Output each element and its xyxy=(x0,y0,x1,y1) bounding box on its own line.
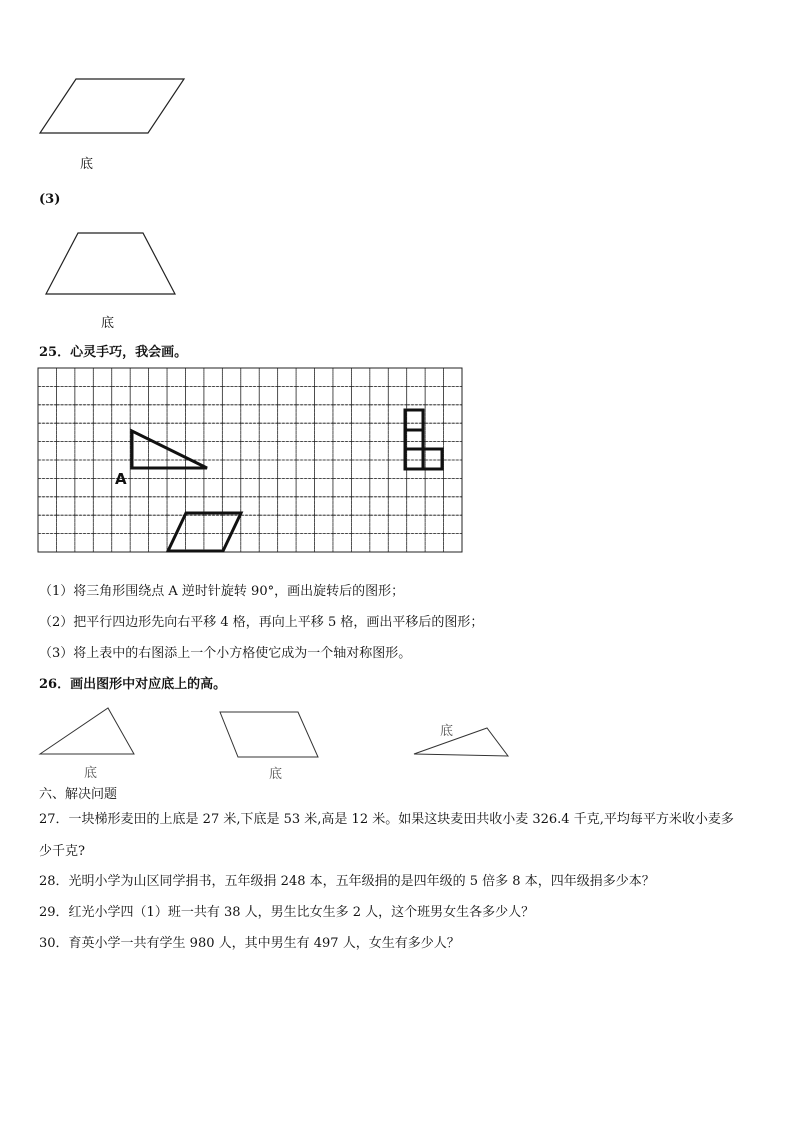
grid-cell xyxy=(444,460,462,478)
grid-cell xyxy=(149,534,167,552)
grid-cell xyxy=(185,534,203,552)
grid-cell xyxy=(444,442,462,460)
grid-cell xyxy=(241,442,259,460)
grid-cell xyxy=(259,478,277,496)
grid-cell xyxy=(370,515,388,533)
grid-cell xyxy=(75,423,93,441)
grid-cell xyxy=(296,423,314,441)
q26-base-label-2: 底 xyxy=(269,767,283,782)
grid-cell xyxy=(56,423,74,441)
grid-cell xyxy=(112,515,130,533)
grid-cell xyxy=(370,386,388,404)
grid-cell xyxy=(278,497,296,515)
q26-parallelogram xyxy=(220,712,318,757)
grid-cell xyxy=(130,405,148,423)
grid-cell xyxy=(425,405,443,423)
grid-cell xyxy=(333,460,351,478)
grid-cell xyxy=(296,442,314,460)
grid-cell xyxy=(185,368,203,386)
parallelogram-base-label: 底 xyxy=(80,157,94,172)
grid-cell xyxy=(241,515,259,533)
grid-cell xyxy=(112,534,130,552)
grid-cell xyxy=(112,497,130,515)
grid-cell xyxy=(259,386,277,404)
grid-cell xyxy=(167,386,185,404)
grid-cell xyxy=(333,478,351,496)
grid-cell xyxy=(370,534,388,552)
grid-cell xyxy=(93,386,111,404)
grid-cell xyxy=(167,405,185,423)
grid-cell xyxy=(444,405,462,423)
grid-cell xyxy=(388,497,406,515)
grid-cell xyxy=(296,386,314,404)
grid-cell xyxy=(351,534,369,552)
grid-cell xyxy=(149,405,167,423)
grid-cell xyxy=(204,478,222,496)
grid-cell xyxy=(56,405,74,423)
grid-cell xyxy=(75,497,93,515)
q26-base-label-3: 底 xyxy=(440,724,454,739)
q29-text: 29．红光小学四（1）班一共有 38 人，男生比女生多 2 人，这个班男女生各多少人？ xyxy=(39,905,535,920)
grid-cell xyxy=(112,442,130,460)
grid-cell xyxy=(259,405,277,423)
grid-cell xyxy=(259,368,277,386)
grid-cell xyxy=(241,497,259,515)
grid-cell xyxy=(444,515,462,533)
grid-cell xyxy=(93,460,111,478)
grid-cell xyxy=(259,497,277,515)
grid-cell xyxy=(75,405,93,423)
grid-cell xyxy=(75,442,93,460)
grid-cell xyxy=(259,534,277,552)
grid-cell xyxy=(296,405,314,423)
grid-cell xyxy=(56,478,74,496)
grid-cell xyxy=(130,368,148,386)
grid-cell xyxy=(241,368,259,386)
grid-cell xyxy=(351,405,369,423)
grid-cell xyxy=(370,460,388,478)
grid-cell xyxy=(56,460,74,478)
grid-cell xyxy=(333,442,351,460)
grid-cell xyxy=(38,497,56,515)
grid-cell xyxy=(222,405,240,423)
grid-cell xyxy=(407,368,425,386)
grid-cell xyxy=(388,515,406,533)
grid-cell xyxy=(93,478,111,496)
grid-cell xyxy=(93,497,111,515)
grid-cell xyxy=(278,460,296,478)
grid-cell xyxy=(425,478,443,496)
grid-cell xyxy=(38,442,56,460)
grid-cell xyxy=(425,386,443,404)
grid-cell xyxy=(167,497,185,515)
grid-cell xyxy=(112,368,130,386)
grid-cell xyxy=(130,497,148,515)
grid-cell xyxy=(278,534,296,552)
triangle-shape xyxy=(132,431,207,468)
grid-cell xyxy=(444,368,462,386)
grid-cell xyxy=(241,405,259,423)
grid-cell xyxy=(315,497,333,515)
grid-cell xyxy=(185,423,203,441)
grid-cell xyxy=(167,368,185,386)
grid-cell xyxy=(75,386,93,404)
grid-cell xyxy=(204,515,222,533)
grid-cell xyxy=(333,497,351,515)
q25-sub1: （1）将三角形围绕点 A 逆时针旋转 90°，画出旋转后的图形； xyxy=(39,584,405,599)
grid-cell xyxy=(315,460,333,478)
grid-cell xyxy=(315,515,333,533)
section-6-title: 六、解决问题 xyxy=(39,787,118,802)
grid-cell xyxy=(38,515,56,533)
grid-cell xyxy=(93,405,111,423)
grid-cell xyxy=(296,478,314,496)
grid-cell xyxy=(296,515,314,533)
grid-cell xyxy=(425,423,443,441)
grid-cell xyxy=(149,423,167,441)
grid-cell xyxy=(315,442,333,460)
grid-cell xyxy=(185,405,203,423)
grid-cell xyxy=(296,460,314,478)
grid-cell xyxy=(315,534,333,552)
grid-cell xyxy=(222,423,240,441)
grid-cell xyxy=(204,386,222,404)
grid-cell xyxy=(333,423,351,441)
grid-cell xyxy=(278,368,296,386)
grid-cell xyxy=(112,405,130,423)
grid-cell xyxy=(407,515,425,533)
grid-cell xyxy=(38,405,56,423)
grid-cell xyxy=(38,423,56,441)
grid-cell xyxy=(56,497,74,515)
grid-cell xyxy=(296,497,314,515)
grid-cell xyxy=(38,534,56,552)
grid-cell xyxy=(351,386,369,404)
grid-cell xyxy=(204,423,222,441)
grid-cell xyxy=(185,478,203,496)
grid-cell xyxy=(222,368,240,386)
grid-cell xyxy=(185,515,203,533)
grid-cell xyxy=(333,386,351,404)
grid-cell xyxy=(222,460,240,478)
grid-cell xyxy=(278,478,296,496)
grid-cell xyxy=(56,534,74,552)
grid-cell xyxy=(75,368,93,386)
grid-cell xyxy=(333,515,351,533)
grid-cell xyxy=(38,368,56,386)
grid-cell xyxy=(93,423,111,441)
grid-cell xyxy=(407,478,425,496)
grid-cell xyxy=(167,423,185,441)
grid-cell xyxy=(388,478,406,496)
grid-cell xyxy=(130,386,148,404)
grid-cell xyxy=(315,405,333,423)
grid-cell xyxy=(259,423,277,441)
grid-cell xyxy=(259,442,277,460)
grid-cell xyxy=(444,497,462,515)
grid-cell xyxy=(407,497,425,515)
grid-cell xyxy=(388,386,406,404)
trapezoid-base-label: 底 xyxy=(101,316,115,331)
grid-cell xyxy=(444,534,462,552)
grid-cell xyxy=(351,497,369,515)
grid-cell xyxy=(75,460,93,478)
grid-cell xyxy=(278,515,296,533)
grid-cell xyxy=(259,460,277,478)
item-3-label: (3) xyxy=(39,192,61,207)
grid-cell xyxy=(149,386,167,404)
q26-title: 26．画出图形中对应底上的高。 xyxy=(39,677,227,692)
grid-cell xyxy=(333,405,351,423)
grid-cell xyxy=(370,405,388,423)
grid-cell xyxy=(204,442,222,460)
grid-cell xyxy=(444,386,462,404)
grid-cell xyxy=(149,368,167,386)
grid-cell xyxy=(351,478,369,496)
grid-cell xyxy=(167,478,185,496)
grid-cell xyxy=(315,386,333,404)
grid-cell xyxy=(56,386,74,404)
grid-cell xyxy=(222,386,240,404)
grid-cell xyxy=(370,442,388,460)
grid-cell xyxy=(130,534,148,552)
grid-cell xyxy=(370,497,388,515)
grid-cell xyxy=(112,386,130,404)
q27-line1: 27．一块梯形麦田的上底是 27 米,下底是 53 米,高是 12 米。如果这块麦田共收小麦 326.4 千克,平均每平方米收小麦多 xyxy=(39,812,734,827)
q25-title: 25．心灵手巧，我会画。 xyxy=(39,345,188,360)
grid-cell xyxy=(56,442,74,460)
grid-cell xyxy=(278,405,296,423)
grid-cell xyxy=(315,478,333,496)
grid-cell xyxy=(93,515,111,533)
grid-cell xyxy=(425,515,443,533)
grid-cell xyxy=(185,386,203,404)
grid-parallelogram-shape xyxy=(168,513,241,551)
q28-text: 28．光明小学为山区同学捐书，五年级捐 248 本，五年级捐的是四年级的 5 倍多 8 本，四年级捐多少本？ xyxy=(39,874,655,889)
grid-cell xyxy=(75,478,93,496)
grid-cell xyxy=(259,515,277,533)
grid-cell xyxy=(351,442,369,460)
grid-cell xyxy=(241,460,259,478)
grid-cell xyxy=(315,423,333,441)
q25-sub3: （3）将上表中的右图添上一个小方格使它成为一个轴对称图形。 xyxy=(39,646,412,661)
grid-cell xyxy=(38,386,56,404)
q26-base-label-1: 底 xyxy=(84,766,98,781)
grid-cell xyxy=(278,386,296,404)
grid-cell xyxy=(149,515,167,533)
grid-cell xyxy=(241,386,259,404)
grid-cell xyxy=(241,423,259,441)
grid-cell xyxy=(204,534,222,552)
grid-cell xyxy=(351,515,369,533)
grid-cell xyxy=(407,534,425,552)
grid-cell xyxy=(149,497,167,515)
grid-cells xyxy=(38,368,462,552)
grid-cell xyxy=(75,515,93,533)
grid-cell xyxy=(370,478,388,496)
grid-cell xyxy=(388,368,406,386)
grid-cell xyxy=(204,405,222,423)
grid-cell xyxy=(93,534,111,552)
grid-cell xyxy=(241,478,259,496)
l-shape xyxy=(405,410,442,469)
q27-line2: 少千克? xyxy=(39,844,85,859)
point-a-label: A xyxy=(115,470,127,488)
grid-cell xyxy=(296,368,314,386)
grid-cell xyxy=(370,423,388,441)
grid-cell xyxy=(370,368,388,386)
drawing-grid xyxy=(38,368,462,552)
grid-cell xyxy=(407,386,425,404)
grid-cell xyxy=(241,534,259,552)
grid-cell xyxy=(38,478,56,496)
grid-cell xyxy=(333,368,351,386)
grid-cell xyxy=(333,534,351,552)
grid-cell xyxy=(112,423,130,441)
grid-cell xyxy=(222,442,240,460)
q26-triangle-1 xyxy=(40,708,134,754)
grid-cell xyxy=(56,515,74,533)
grid-cell xyxy=(56,368,74,386)
grid-cell xyxy=(204,368,222,386)
grid-cell xyxy=(351,423,369,441)
grid-cell xyxy=(425,497,443,515)
grid-cell xyxy=(38,460,56,478)
grid-cell xyxy=(93,368,111,386)
grid-cell xyxy=(75,534,93,552)
grid-cell xyxy=(388,534,406,552)
grid-cell xyxy=(278,442,296,460)
grid-cell xyxy=(444,478,462,496)
grid-cell xyxy=(315,368,333,386)
grid-cell xyxy=(296,534,314,552)
grid-cell xyxy=(444,423,462,441)
grid-cell xyxy=(130,478,148,496)
grid-cell xyxy=(93,442,111,460)
q30-text: 30．育英小学一共有学生 980 人，其中男生有 497 人，女生有多少人？ xyxy=(39,936,460,951)
grid-cell xyxy=(351,368,369,386)
grid-cell xyxy=(351,460,369,478)
q26-triangle-2 xyxy=(414,728,508,756)
grid-cell xyxy=(222,478,240,496)
grid-cell xyxy=(425,368,443,386)
q25-sub2: （2）把平行四边形先向右平移 4 格，再向上平移 5 格，画出平移后的图形； xyxy=(39,615,484,630)
grid-cell xyxy=(130,515,148,533)
grid-cell xyxy=(149,478,167,496)
grid-cell xyxy=(278,423,296,441)
grid-cell xyxy=(425,534,443,552)
